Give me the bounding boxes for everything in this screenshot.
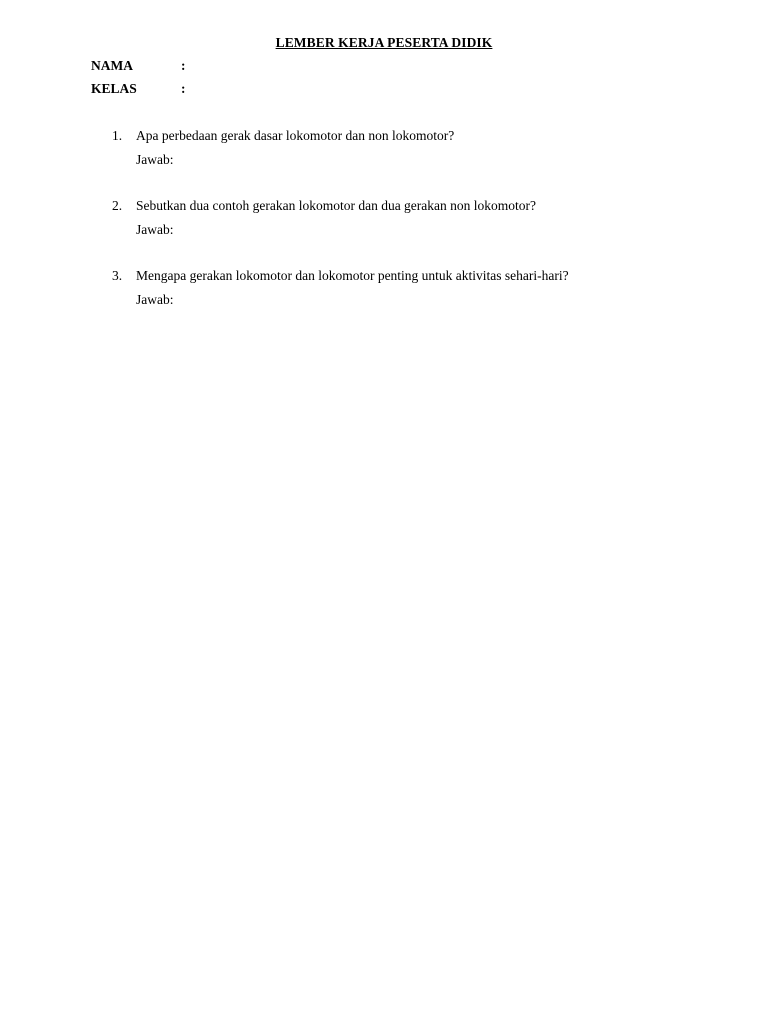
class-field-label: KELAS xyxy=(91,81,137,96)
answer-label: Jawab: xyxy=(136,292,174,307)
answer-label: Jawab: xyxy=(136,222,174,237)
name-field xyxy=(91,57,186,75)
class-field xyxy=(91,80,186,98)
question-text: Sebutkan dua contoh gerakan lokomotor dan dua gerakan non lokomotor? xyxy=(136,198,537,213)
question-text: Mengapa gerakan lokomotor dan lokomotor penting untuk aktivitas sehari-hari? xyxy=(136,268,569,283)
worksheet-title: LEMBER KERJA PESERTA DIDIK xyxy=(275,35,493,50)
name-field-label: NAMA xyxy=(91,58,133,73)
question-number: 3. xyxy=(112,268,123,283)
question-number: 1. xyxy=(112,128,123,143)
name-field-colon: : xyxy=(181,58,186,73)
answer-label: Jawab: xyxy=(136,152,174,167)
question-number: 2. xyxy=(112,198,123,213)
question-text: Apa perbedaan gerak dasar lokomotor dan non lokomotor? xyxy=(136,128,455,143)
class-field-colon: : xyxy=(181,81,186,96)
